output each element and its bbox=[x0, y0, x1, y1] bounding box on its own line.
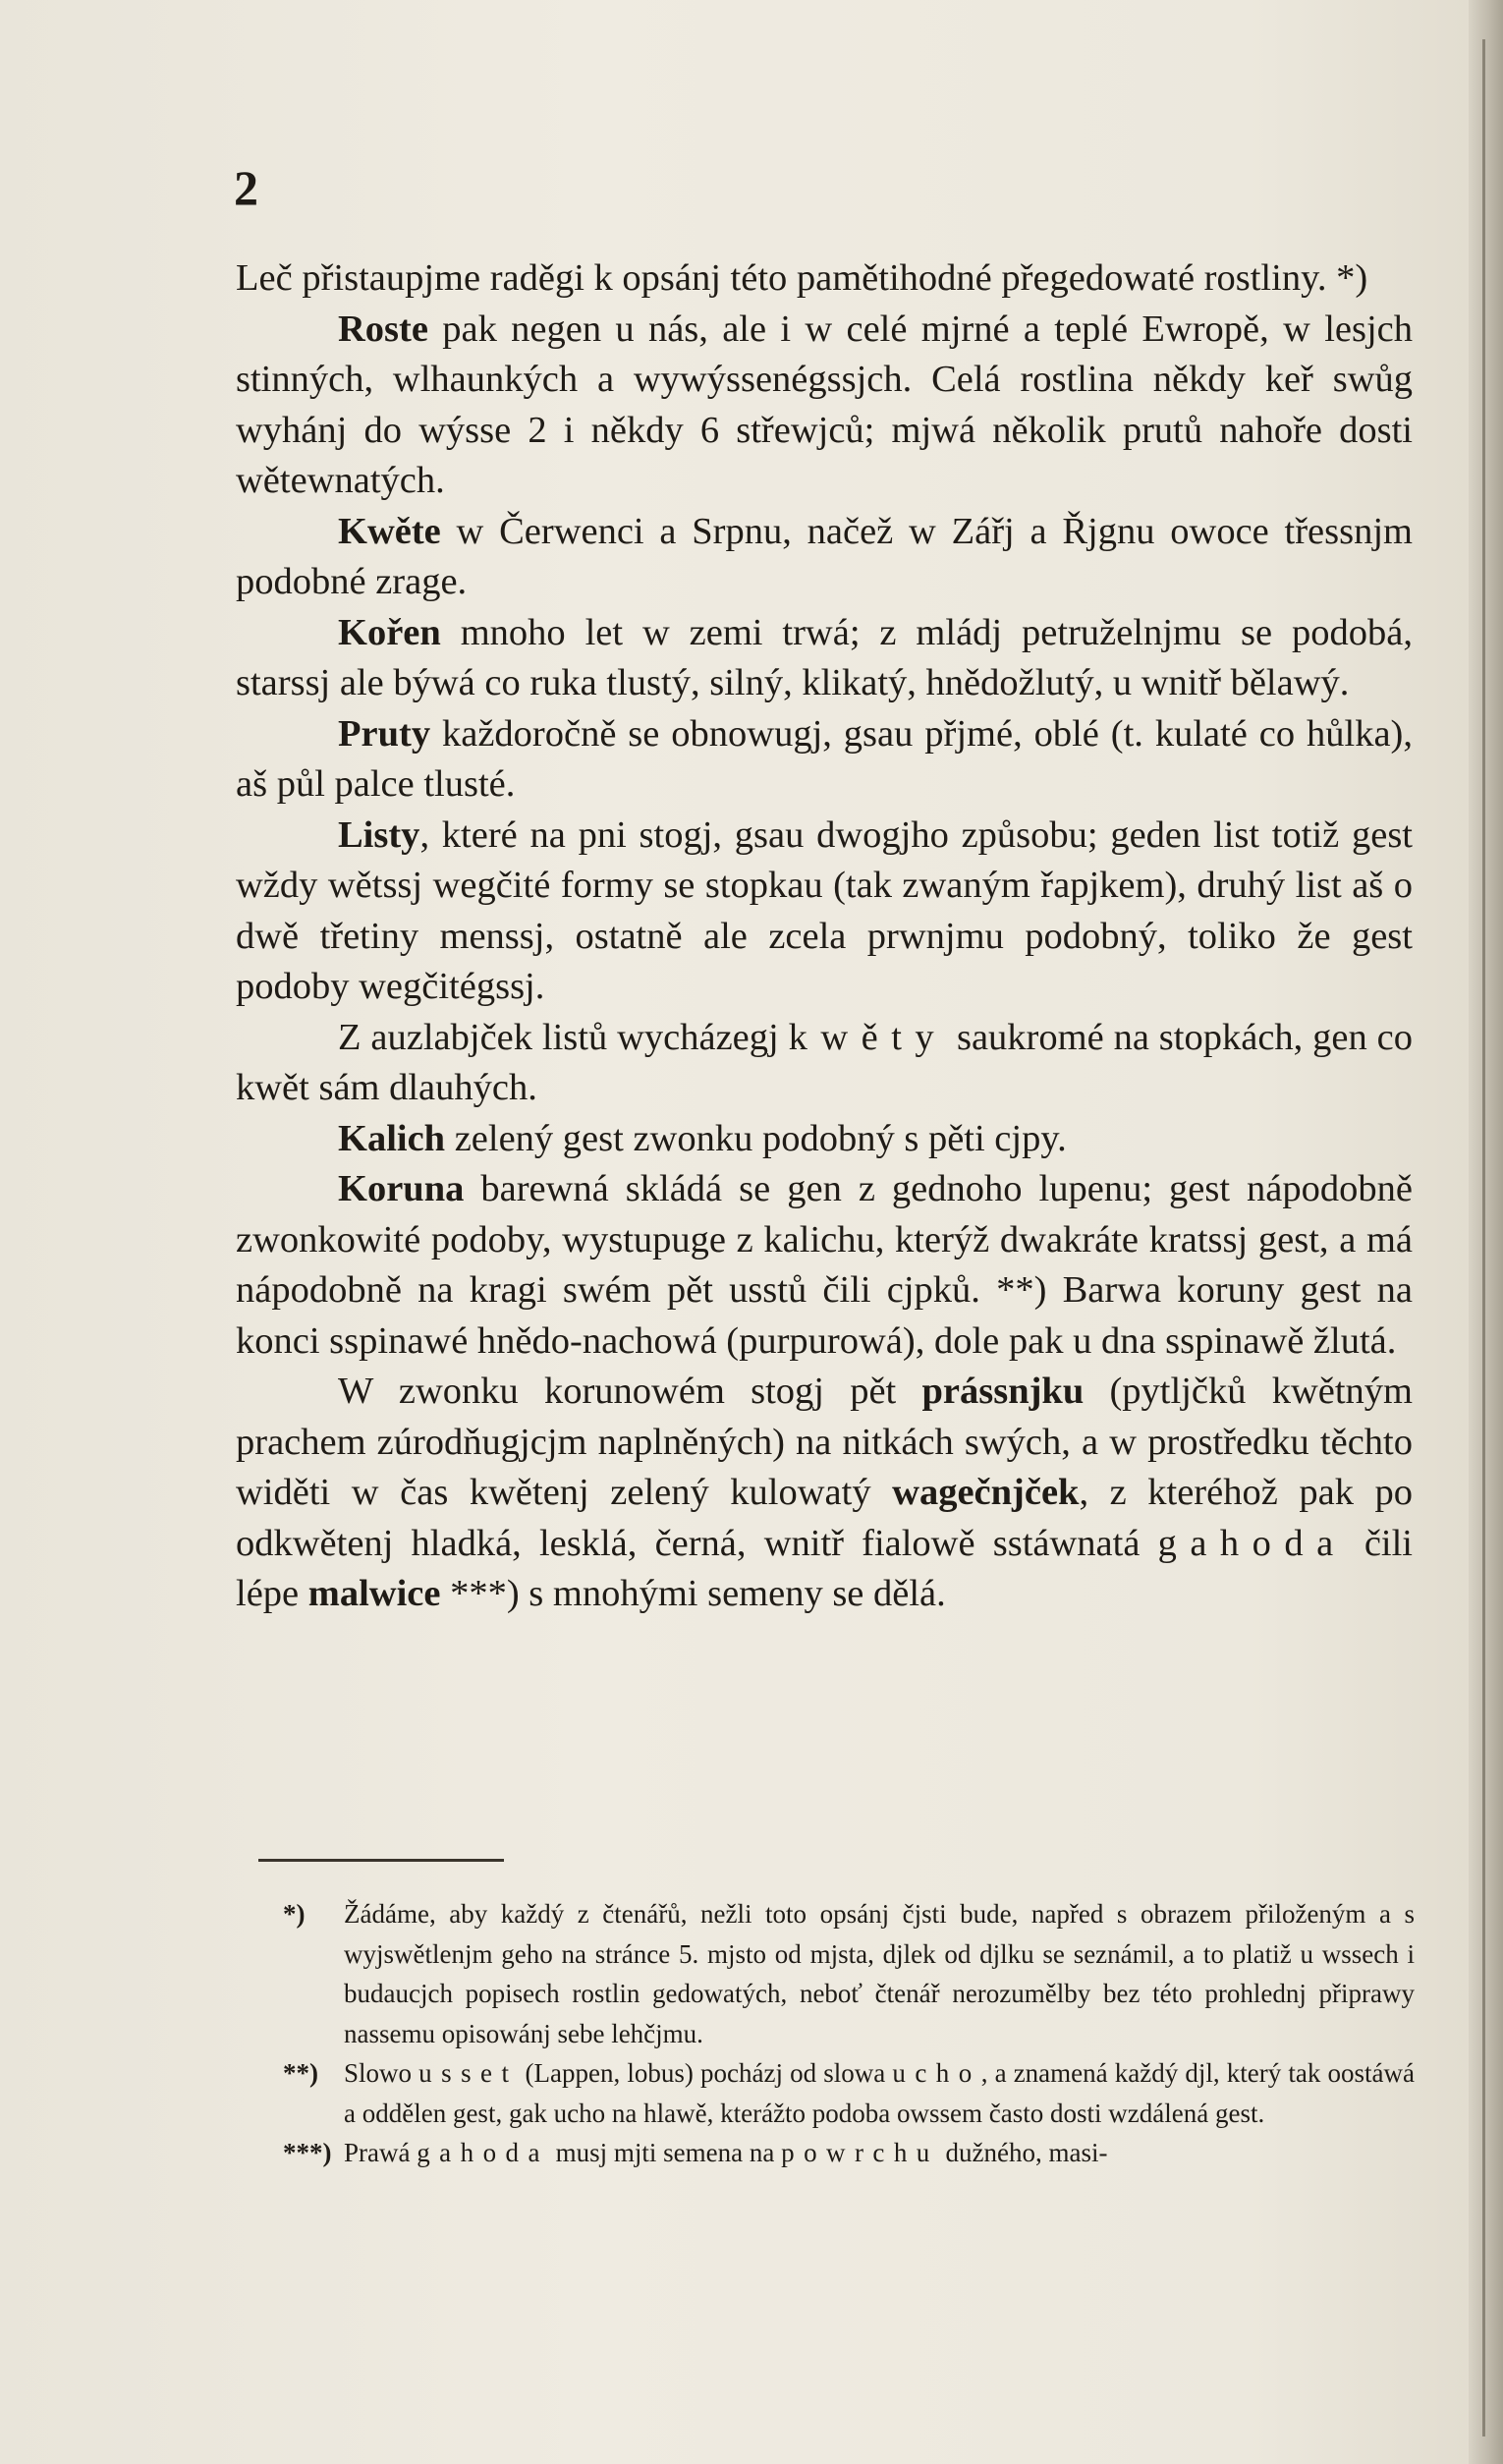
footnote-divider bbox=[258, 1859, 504, 1862]
paragraph-1: Leč přistaupjme raděgi k opsánj této pamětihodné přegedowaté rostliny. *) bbox=[236, 257, 1368, 299]
paragraph-heading: Koruna bbox=[338, 1168, 465, 1209]
paragraph-8: Kalich zelený gest zwonku podobný s pěti cjpy. bbox=[338, 1117, 1067, 1159]
paragraph-heading: Pruty bbox=[338, 712, 431, 755]
spaced-word: kwěty bbox=[788, 1016, 948, 1058]
spaced-word: gahoda bbox=[1157, 1522, 1347, 1564]
page-edge bbox=[1469, 0, 1503, 2464]
page-number: 2 bbox=[234, 160, 259, 215]
paragraph-heading: Kořen bbox=[338, 611, 441, 653]
bold-term: prássnjku bbox=[921, 1371, 1085, 1412]
paragraph-heading: Listy bbox=[338, 813, 420, 856]
bold-term: malwice bbox=[307, 1573, 441, 1614]
footnote-2: **) Slowo usset (Lappen, lobus) pocházj od slowa ucho, a znamená každý djl, který tak oostáwá a oddělen gest, gak ucho na hlawě, kterážto podoba owssem často dosti wzdálená gest. bbox=[344, 2053, 1415, 2133]
spaced-word: powrchu bbox=[781, 2138, 939, 2167]
paragraph-4: Kořen mnoho let w zemi trwá; z mládj petruželnjmu se podobá, starssj ale býwá co ruka tlustý, silný, klikatý, hnědožlutý, u wnitř bělawý. bbox=[236, 611, 1413, 703]
binding-line bbox=[1482, 39, 1485, 2436]
paragraph-heading: Kalich bbox=[338, 1117, 446, 1159]
paragraph-7: Z auzlabjček listů wycházegj kwěty saukromé na stopkách, gen co kwět sám dlauhých. bbox=[236, 1016, 1414, 1108]
footnote-mark: **) bbox=[283, 2058, 318, 2088]
footnote-mark: *) bbox=[283, 1899, 306, 1929]
paragraph-heading: Kwěte bbox=[338, 510, 441, 552]
paragraph-10: W zwonku korunowém stogj pět prássnjku (pytljčků kwětným prachem zúrodňugjcjm naplněných) na nitkách swých, a w prostředku těchto widěti w čas kwětenj zelený kulowatý wagečnjček, z kteréhož pak po odkwětenj hladká, lesklá, černá, wnitř fialowě sstáwnatá gahoda čili lépe malwice ***) s mnohými semeny se dělá. bbox=[236, 1371, 1413, 1614]
footnote-1: *) Žádáme, aby každý z čtenářů, nežli toto opsánj čjsti bude, napřed s obrazem přiloženým a s wyjswětlenjm geho na stránce 5. mjsto od mjsta, djlek od djlku se seznámil, a to platiž u wssech i budaucjch popisech rostlin gedowatých, neboť čtenář nerozumělby bez této prohlednj připrawy nassemu opisowánj sebe lehčjmu. bbox=[344, 1894, 1415, 2053]
footnotes bbox=[283, 1894, 1415, 2173]
paragraph-9: Koruna barewná skládá se gen z gednoho lupenu; gest nápodobně zwonkowité podoby, wystupuge z kalichu, kterýž dwakráte kratssj gest, a má nápodobně na kragi swém pět usstů čili cjpků. **) Barwa koruny gest na konci sspinawé hnědo-nachowá (purpurowá), dole pak u dna sspinawě žlutá. bbox=[236, 1168, 1413, 1362]
footnote-3: ***) Prawá gahoda musj mjti semena na powrchu dužného, masi- bbox=[344, 2133, 1415, 2173]
spaced-word: ucho bbox=[892, 2058, 981, 2088]
paragraph-3: Kwěte w Čerwenci a Srpnu, načež w Zářj a Řjgnu owoce třessnjm podobné zrage. bbox=[236, 510, 1413, 602]
paragraph-2: Roste pak negen u nás, ale i w celé mjrné a teplé Ewropě, w lesjch stinných, wlhaunkých a wywýssenégssjch. Celá rostlina někdy keř swůg wyhánj do wýsse 2 i někdy 6 střewjců; mjwá několik prutů nahoře dosti wětewnatých. bbox=[236, 308, 1413, 501]
spaced-word: usset bbox=[418, 2058, 519, 2088]
paragraph-heading: Roste bbox=[338, 308, 428, 350]
spaced-word: gahoda bbox=[417, 2138, 549, 2167]
main-text bbox=[236, 253, 1413, 1620]
paragraph-6: Listy, které na pni stogj, gsau dwogjho způsobu; geden list totiž gest wždy wětssj wegčité formy se stopkau (tak zwaným řapjkem), druhý list aš o dwě třetiny menssj, ostatně ale zcela prwnjmu podobný, toliko že gest podoby wegčitégssj. bbox=[236, 813, 1413, 1007]
bold-term: wagečnjček bbox=[892, 1472, 1080, 1513]
paragraph-5: Pruty každoročně se obnowugj, gsau přjmé, oblé (t. kulaté co hůlka), aš půl palce tlusté. bbox=[236, 712, 1413, 805]
footnote-mark: ***) bbox=[283, 2138, 332, 2167]
